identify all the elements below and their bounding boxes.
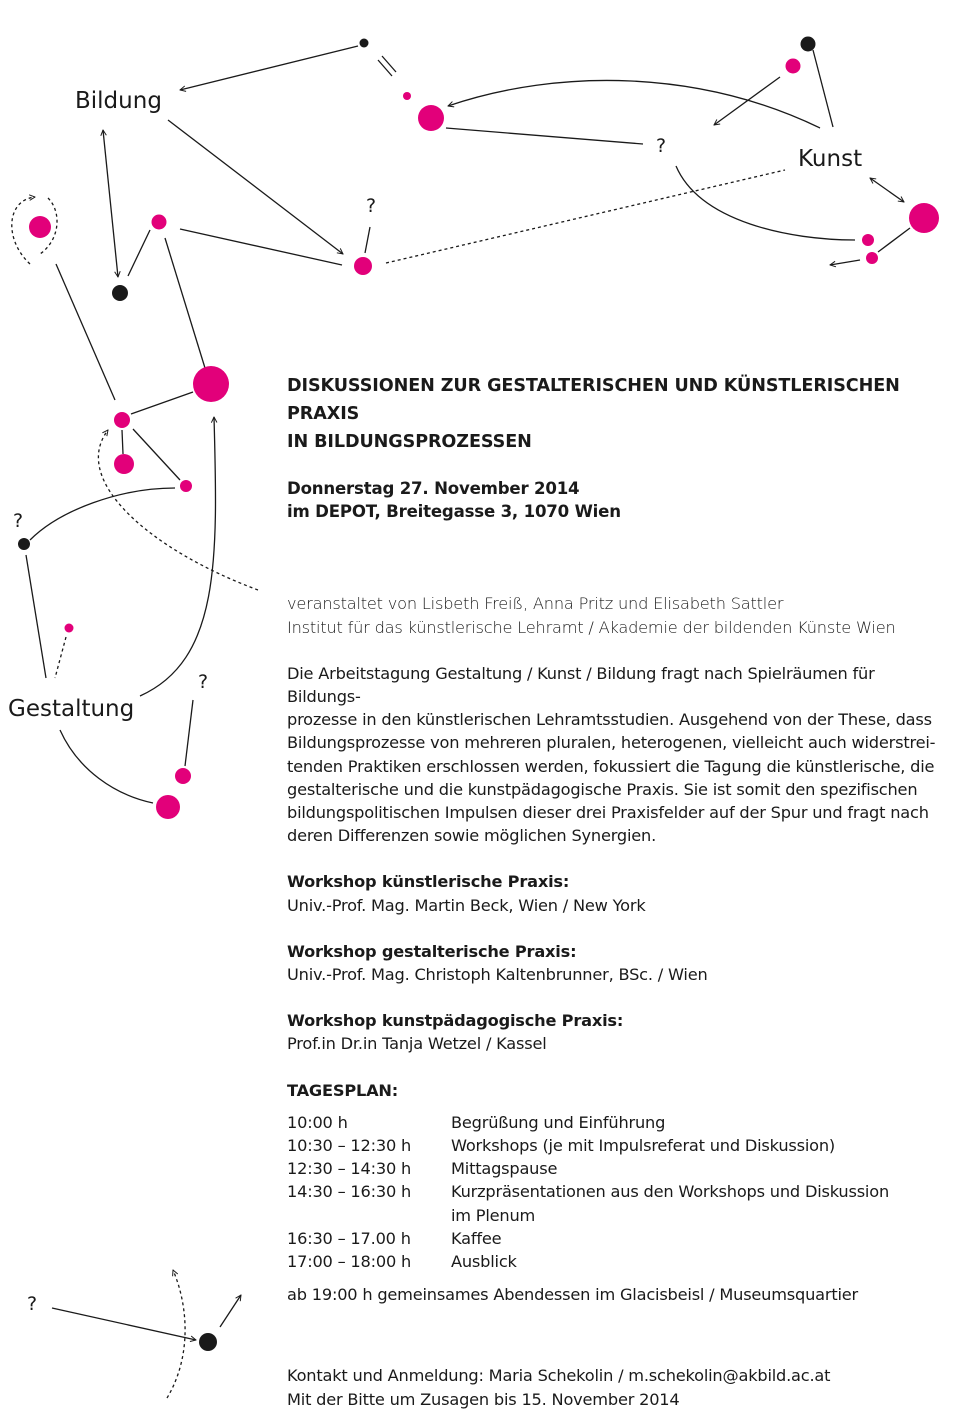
question-mark: ?: [27, 1293, 38, 1315]
schedule-time: 17:00 – 18:00 h: [287, 1252, 412, 1272]
connector-line: [131, 392, 193, 414]
workshop-lead: Prof.in Dr.in Tanja Wetzel / Kassel: [287, 1034, 547, 1054]
black-node: [112, 285, 128, 301]
event-title-line-1: DISKUSSIONEN ZUR GESTALTERISCHEN UND KÜNSTLERISCHEN PRAXIS: [287, 376, 900, 424]
workshop-art-education: [287, 1009, 947, 1055]
abstract-line: Die Arbeitstagung Gestaltung / Kunst / Bildung fragt nach Spielräumen für Bildungs-: [287, 663, 875, 707]
abstract-line: bildungspolitischen Impulsen dieser drei Praxisfelder auf der Spur und fragt nach: [287, 803, 929, 823]
magenta-node: [418, 105, 444, 131]
magenta-node: [866, 252, 878, 264]
magenta-node: [909, 203, 939, 233]
workshop-artistic: [287, 870, 947, 916]
schedule-row: [287, 1157, 889, 1180]
connector-line: [676, 166, 855, 240]
schedule-item: Kaffee: [451, 1228, 502, 1248]
magenta-node: [156, 795, 180, 819]
magenta-node: [114, 454, 134, 474]
question-mark: ?: [13, 510, 24, 532]
workshop-lead: Univ.-Prof. Mag. Christoph Kaltenbrunner, BSc. / Wien: [287, 965, 708, 985]
schedule-row: [287, 1227, 889, 1250]
abstract-line: prozesse in den künstlerischen Lehramtsstudien. Ausgehend von der These, dass: [287, 710, 932, 730]
connector-line: [220, 1295, 241, 1327]
event-title: [287, 372, 947, 456]
magenta-node: [152, 215, 167, 230]
magenta-node: [114, 412, 130, 428]
connector-line: [448, 80, 820, 128]
schedule-time: 10:30 – 12:30 h: [287, 1136, 412, 1156]
connector-line-dashed: [386, 170, 785, 263]
connector-line: [813, 50, 833, 127]
workshop-title: Workshop gestalterische Praxis:: [287, 941, 577, 961]
connector-line-dashed: [55, 637, 66, 678]
schedule-item: im Plenum: [451, 1205, 536, 1225]
question-mark: ?: [656, 135, 667, 157]
question-mark: ?: [366, 195, 377, 217]
abstract-line: Bildungsprozesse von mehreren pluralen, heterogenen, vielleicht auch widerstrei-: [287, 733, 936, 753]
magenta-node: [193, 366, 229, 402]
black-node: [18, 538, 30, 550]
connector-line: [365, 227, 370, 253]
connector-line: [140, 417, 216, 696]
connector-line: [382, 56, 396, 72]
connector-line: [103, 130, 118, 277]
connector-line: [180, 46, 358, 90]
workshop-title: Workshop kunstpädagogische Praxis:: [287, 1011, 624, 1031]
schedule-time: 14:30 – 16:30 h: [287, 1182, 412, 1202]
contact-line-1: Kontakt und Anmeldung: Maria Schekolin / m.schekolin@akbild.ac.at: [287, 1366, 831, 1386]
label-bildung: Bildung: [75, 88, 162, 114]
schedule-item: Ausblick: [451, 1252, 517, 1272]
black-node: [801, 37, 816, 52]
connector-line: [378, 60, 392, 76]
schedule-time: 16:30 – 17.00 h: [287, 1228, 411, 1248]
magenta-node: [65, 624, 74, 633]
schedule-title: TAGESPLAN:: [287, 1080, 399, 1100]
schedule-table: [287, 1111, 889, 1273]
connector-line: [60, 730, 153, 803]
abstract-line: deren Differenzen sowie möglichen Synergien.: [287, 826, 657, 846]
connector-line: [830, 260, 860, 265]
magenta-node: [180, 480, 192, 492]
label-kunst: Kunst: [798, 146, 863, 172]
contact: [287, 1364, 947, 1410]
connector-line: [185, 700, 193, 766]
connector-line: [168, 120, 343, 254]
abstract-line: tenden Praktiken erschlossen werden, fokussiert die Tagung die künstlerische, die: [287, 756, 935, 776]
schedule-time: [287, 1204, 451, 1227]
connector-line: [714, 77, 780, 125]
connector-line: [122, 430, 123, 454]
contact-line-2: Mit der Bitte um Zusagen bis 15. November 2014: [287, 1389, 680, 1409]
connector-line: [870, 178, 904, 202]
connector-line: [52, 1308, 196, 1340]
event-venue: im DEPOT, Breitegasse 3, 1070 Wien: [287, 502, 621, 522]
connector-line: [165, 238, 205, 368]
black-node: [360, 39, 369, 48]
label-gestaltung: Gestaltung: [8, 696, 135, 722]
schedule-item: Workshops (je mit Impulsreferat und Diskussion): [451, 1136, 836, 1156]
connector-line: [446, 128, 643, 144]
magenta-node: [403, 92, 411, 100]
event-title-line-2: IN BILDUNGSPROZESSEN: [287, 432, 532, 452]
connector-line: [56, 264, 115, 400]
connector-line: [30, 488, 175, 540]
workshop-title: Workshop künstlerische Praxis:: [287, 872, 570, 892]
magenta-node: [175, 768, 191, 784]
organizers-line-1: veranstaltet von Lisbeth Freiß, Anna Pritz und Elisabeth Sattler: [287, 594, 784, 614]
connector-line: [878, 228, 910, 252]
schedule-item: Mittagspause: [451, 1159, 558, 1179]
event-date-venue: [287, 477, 947, 523]
workshop-lead: Univ.-Prof. Mag. Martin Beck, Wien / New York: [287, 895, 646, 915]
magenta-node: [862, 234, 874, 246]
connector-line: [128, 230, 150, 276]
dinner-note: ab 19:00 h gemeinsames Abendessen im Glacisbeisl / Museumsquartier: [287, 1285, 859, 1305]
organizers: [287, 592, 947, 638]
schedule-row: [287, 1134, 889, 1157]
event-info: [287, 372, 947, 1411]
connector-line: [133, 429, 180, 480]
schedule-row: [287, 1111, 889, 1134]
connector-line-dashed: [98, 430, 258, 590]
schedule-row: [287, 1250, 889, 1273]
schedule-row: [287, 1204, 889, 1227]
magenta-node: [786, 59, 801, 74]
magenta-node: [354, 257, 372, 275]
magenta-node: [29, 216, 51, 238]
question-mark: ?: [198, 671, 209, 693]
black-node: [199, 1333, 217, 1351]
schedule-time: 12:30 – 14:30 h: [287, 1159, 412, 1179]
schedule-row: [287, 1180, 889, 1203]
abstract: [287, 662, 947, 848]
workshop-design: [287, 940, 947, 986]
schedule-time: 10:00 h: [287, 1112, 348, 1132]
event-date: Donnerstag 27. November 2014: [287, 479, 580, 498]
connector-line: [26, 555, 46, 678]
abstract-line: gestalterische und die kunstpädagogische Praxis. Sie ist somit den spezifischen: [287, 779, 918, 799]
organizers-line-2: Institut für das künstlerische Lehramt / Akademie der bildenden Künste Wien: [287, 617, 896, 637]
schedule-item: Begrüßung und Einführung: [451, 1112, 666, 1132]
schedule-item: Kurzpräsentationen aus den Workshops und Diskussion: [451, 1182, 889, 1202]
